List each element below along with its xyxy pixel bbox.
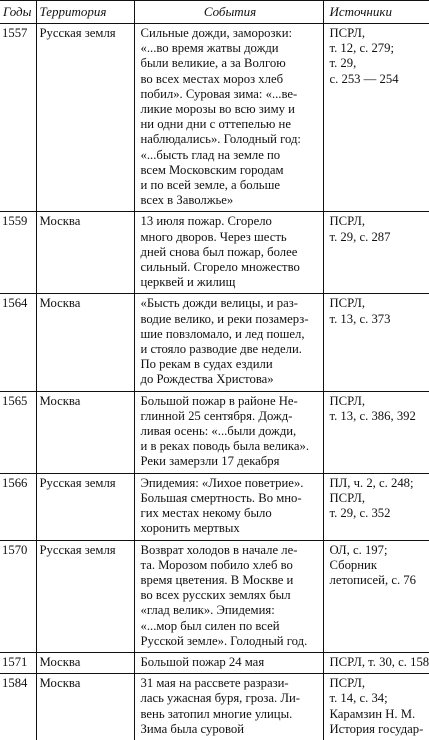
table-row bbox=[0, 24, 429, 212]
table-row bbox=[0, 540, 429, 652]
event-line: сильный. Сгорело множество bbox=[141, 260, 321, 275]
events-cell bbox=[134, 540, 323, 652]
event-line: 13 июля пожар. Сгорело bbox=[141, 214, 321, 229]
source-line: летописей, с. 76 bbox=[330, 573, 429, 588]
event-line: и по всей земле, а больше bbox=[141, 178, 321, 193]
territory-cell: Москва bbox=[36, 674, 134, 740]
event-line: во всех русских землях был bbox=[141, 588, 321, 603]
event-line: гих местах некому было bbox=[141, 506, 321, 521]
header-events: События bbox=[134, 1, 323, 24]
year-cell: 1565 bbox=[0, 391, 36, 473]
table-row bbox=[0, 294, 429, 391]
source-line: Карамзин Н. М. bbox=[330, 707, 429, 722]
event-line: Эпидемия: «Лихое поветрие». bbox=[141, 476, 321, 491]
event-line: «Бысть дожди велицы, и раз- bbox=[141, 296, 321, 311]
source-line: т. 12, с. 279; bbox=[330, 41, 429, 56]
source-line: Сборник bbox=[330, 558, 429, 573]
header-territory: Территория bbox=[36, 1, 134, 24]
source-line: ПСРЛ, bbox=[330, 491, 429, 506]
events-cell bbox=[134, 212, 323, 294]
sources-cell bbox=[323, 294, 429, 391]
source-line: т. 29, bbox=[330, 56, 429, 71]
source-line: т. 29, с. 352 bbox=[330, 506, 429, 521]
table-row bbox=[0, 212, 429, 294]
sources-cell bbox=[323, 674, 429, 740]
event-line: Зима была суровой bbox=[141, 722, 321, 737]
sources-cell bbox=[323, 24, 429, 212]
event-line: и стояло разводие две недели. bbox=[141, 342, 321, 357]
source-line: ПСРЛ, bbox=[330, 214, 429, 229]
source-line: ПСРЛ, bbox=[330, 394, 429, 409]
year-cell: 1571 bbox=[0, 652, 36, 673]
event-line: та. Морозом побило хлеб во bbox=[141, 558, 321, 573]
event-line: лась ужасная буря, гроза. Ли- bbox=[141, 691, 321, 706]
header-sources: Источники bbox=[323, 1, 429, 24]
event-line: время цветения. В Москве и bbox=[141, 573, 321, 588]
events-cell bbox=[134, 294, 323, 391]
territory-cell: Русская земля bbox=[36, 540, 134, 652]
event-line: «глад велик». Эпидемия: bbox=[141, 603, 321, 618]
source-line: ПСРЛ, т. 30, с. 158 bbox=[330, 655, 429, 670]
event-line: «...бысть глад на земле по bbox=[141, 148, 321, 163]
event-line: 31 мая на рассвете разрази- bbox=[141, 676, 321, 691]
events-cell bbox=[134, 652, 323, 673]
events-cell bbox=[134, 24, 323, 212]
events-cell bbox=[134, 674, 323, 740]
event-line: хоронить мертвых bbox=[141, 521, 321, 536]
source-line: т. 14, с. 34; bbox=[330, 691, 429, 706]
event-line: и в реках поводь была велика». bbox=[141, 439, 321, 454]
table-row bbox=[0, 391, 429, 473]
year-cell: 1566 bbox=[0, 473, 36, 540]
source-line: История государ- bbox=[330, 722, 429, 737]
territory-cell: Русская земля bbox=[36, 24, 134, 212]
year-cell: 1559 bbox=[0, 212, 36, 294]
source-line: т. 29, с. 287 bbox=[330, 230, 429, 245]
year-cell: 1557 bbox=[0, 24, 36, 212]
event-line: ликие морозы во всю зиму и bbox=[141, 102, 321, 117]
header-row bbox=[0, 1, 429, 24]
table-row bbox=[0, 674, 429, 740]
event-line: Возврат холодов в начале ле- bbox=[141, 543, 321, 558]
sources-cell bbox=[323, 212, 429, 294]
event-line: шие повзломало, и лед пошел, bbox=[141, 327, 321, 342]
sources-cell bbox=[323, 473, 429, 540]
source-line: ПЛ, ч. 2, с. 248; bbox=[330, 476, 429, 491]
event-line: По рекам в судах ездили bbox=[141, 357, 321, 372]
table-body bbox=[0, 24, 429, 740]
event-line: ливая осень: «...были дожди, bbox=[141, 424, 321, 439]
year-cell: 1570 bbox=[0, 540, 36, 652]
event-line: дней снова был пожар, более bbox=[141, 245, 321, 260]
territory-cell: Москва bbox=[36, 212, 134, 294]
source-line: т. 13, с. 373 bbox=[330, 312, 429, 327]
territory-cell: Москва bbox=[36, 652, 134, 673]
header-year: Годы bbox=[0, 1, 36, 24]
event-line: ни одни дни с оттепелью не bbox=[141, 117, 321, 132]
event-line: были великие, а за Волгою bbox=[141, 56, 321, 71]
sources-cell bbox=[323, 540, 429, 652]
event-line: вень затопил многие улицы. bbox=[141, 707, 321, 722]
event-line: Реки замерзли 17 декабря bbox=[141, 454, 321, 469]
year-cell: 1564 bbox=[0, 294, 36, 391]
event-line: побил». Суровая зима: «...ве- bbox=[141, 87, 321, 102]
table-row bbox=[0, 473, 429, 540]
events-cell bbox=[134, 473, 323, 540]
event-line: церквей и жилищ bbox=[141, 275, 321, 290]
event-line: Большой пожар 24 мая bbox=[141, 655, 321, 670]
year-cell: 1584 bbox=[0, 674, 36, 740]
event-line: Русской земле». Голодный год. bbox=[141, 634, 321, 649]
event-line: глинной 25 сентября. Дожд- bbox=[141, 409, 321, 424]
source-line: ОЛ, с. 197; bbox=[330, 543, 429, 558]
event-line: Большая смертность. Во мно- bbox=[141, 491, 321, 506]
sources-cell bbox=[323, 391, 429, 473]
table-row bbox=[0, 652, 429, 673]
territory-cell: Русская земля bbox=[36, 473, 134, 540]
event-line: «...мор был силен по всей bbox=[141, 619, 321, 634]
sources-cell bbox=[323, 652, 429, 673]
events-cell bbox=[134, 391, 323, 473]
territory-cell: Москва bbox=[36, 391, 134, 473]
source-line: ПСРЛ, bbox=[330, 26, 429, 41]
source-line: ПСРЛ, bbox=[330, 676, 429, 691]
source-line: с. 253 — 254 bbox=[330, 72, 429, 87]
event-line: Большой пожар в районе Не- bbox=[141, 394, 321, 409]
event-line: всем Московским городам bbox=[141, 163, 321, 178]
event-line: много дворов. Через шесть bbox=[141, 230, 321, 245]
event-line: до Рождества Христова» bbox=[141, 372, 321, 387]
event-line: всех в Заволжье» bbox=[141, 193, 321, 208]
source-line: т. 13, с. 386, 392 bbox=[330, 409, 429, 424]
event-line: водие велико, и реки позамерз- bbox=[141, 312, 321, 327]
event-line: «...во время жатвы дожди bbox=[141, 41, 321, 56]
event-line: Сильные дожди, заморозки: bbox=[141, 26, 321, 41]
event-line: наблюдались». Голодный год: bbox=[141, 132, 321, 147]
source-line: ПСРЛ, bbox=[330, 296, 429, 311]
territory-cell: Москва bbox=[36, 294, 134, 391]
event-line: во всех местах мороз хлеб bbox=[141, 72, 321, 87]
